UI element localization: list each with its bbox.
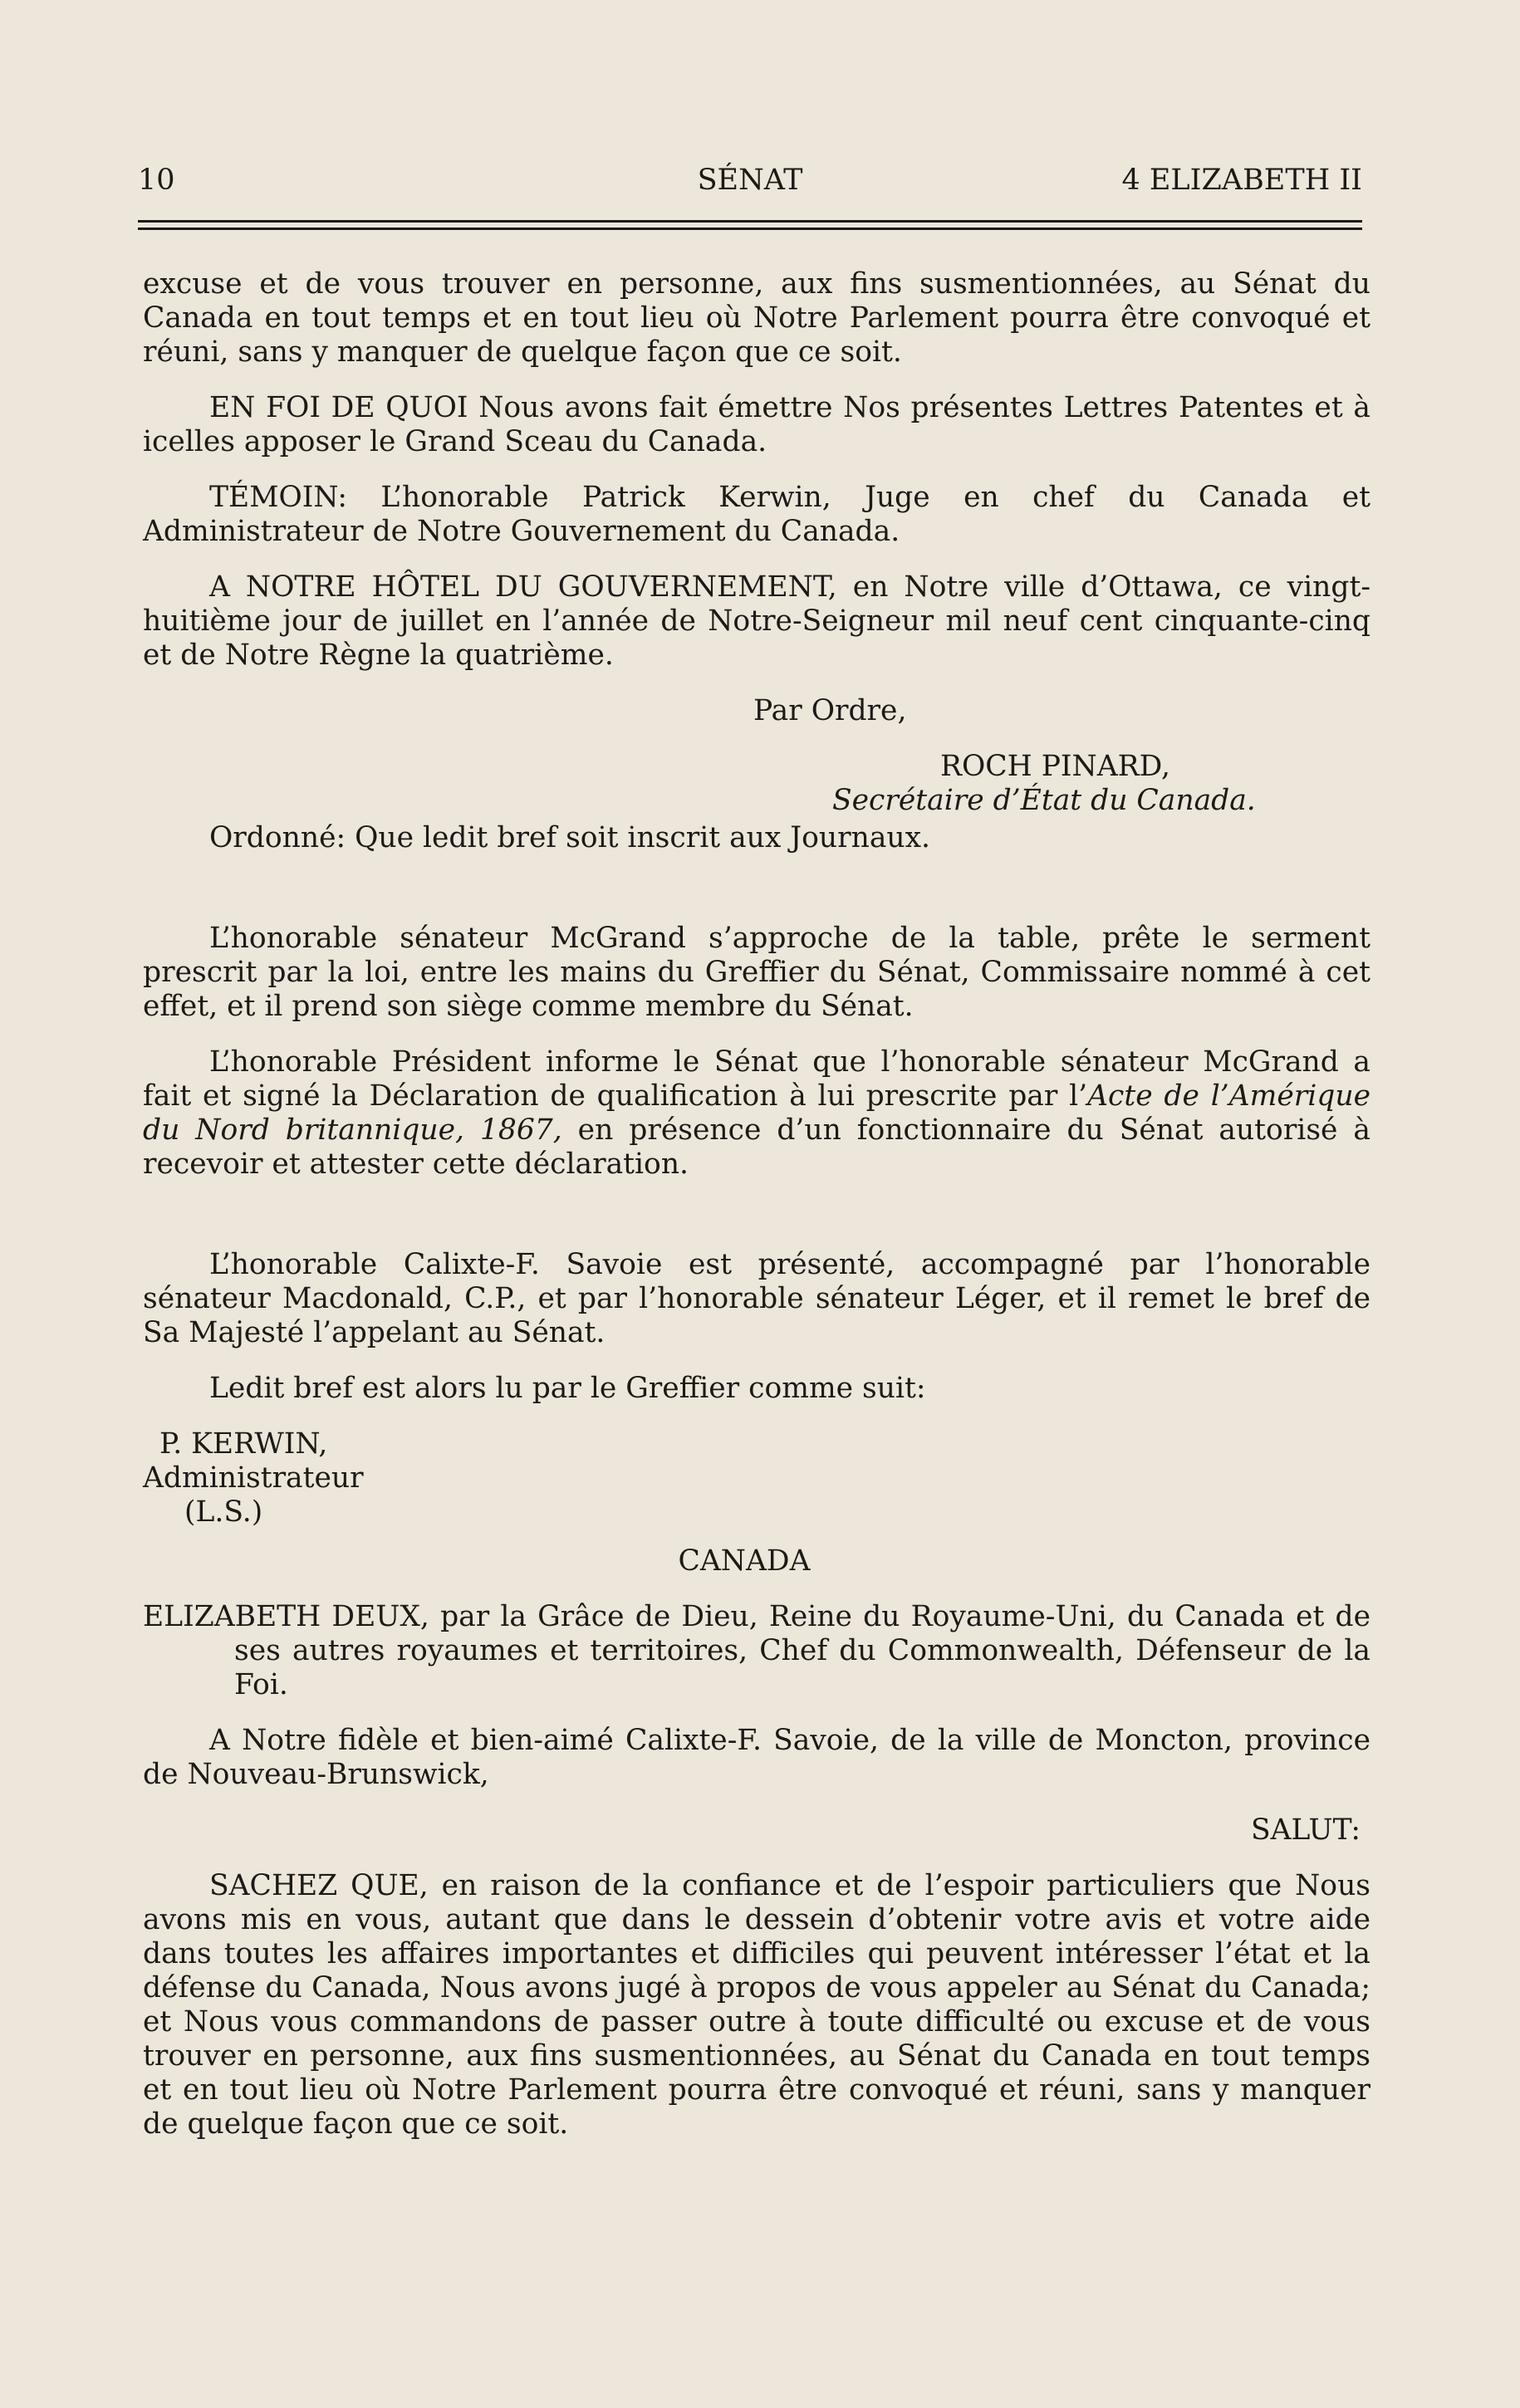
header-rule-top	[138, 220, 1362, 223]
par-ordre: Par Ordre,	[753, 694, 907, 727]
declaration-text-b: en présence d’un fonctionnaire du Sénat autorisé à recevoir et attester cette déclaration.	[143, 1113, 1370, 1181]
paragraph-hotel: A NOTRE HÔTEL DU GOUVERNEMENT, en Notre ville d’Ottawa, ce vingt-huitième jour de juillet en l’année de Notre-Seigneur mil neuf cent cinquante-cinq et de Notre Règne la quatrième.	[143, 570, 1370, 672]
paragraph-continuation: excuse et de vous trouver en personne, aux fins susmentionnées, au Sénat du Canada en tout temps et en tout lieu où Notre Parlement pourra être convoqué et réuni, sans y manquer de quelque façon que ce soit.	[143, 267, 1370, 369]
paragraph-en-foi: EN FOI DE QUOI Nous avons fait émettre Nos présentes Lettres Patentes et à icelles apposer le Grand Sceau du Canada.	[143, 391, 1370, 458]
administrateur-label: Administrateur	[143, 1461, 364, 1495]
kerwin-signature: P. KERWIN,	[159, 1427, 328, 1461]
paragraph-serment: L’honorable sénateur McGrand s’approche de la table, prête le serment prescrit par la loi, entre les mains du Greffier du Sénat, Commissaire nommé à cet effet, et il prend son siège comme membre du Sénat.	[143, 922, 1370, 1023]
header-rule-bottom	[138, 228, 1362, 230]
running-header	[138, 164, 1362, 203]
page-title: SÉNAT	[697, 164, 803, 197]
paragraph-elizabeth: ELIZABETH DEUX, par la Grâce de Dieu, Reine du Royaume-Uni, du Canada et de ses autres royaumes et territoires, Chef du Commonwealth, Défenseur de la Foi.	[143, 1600, 1370, 1701]
canada-heading: CANADA	[678, 1544, 811, 1578]
paragraph-lecture: Ledit bref est alors lu par le Greffier comme suit:	[209, 1372, 926, 1405]
page-body	[143, 267, 1370, 2141]
declaration-act-title: Acte de l’Amérique du Nord britannique, 1867,	[143, 1079, 1370, 1147]
paragraph-sachez: SACHEZ QUE, en raison de la confiance et de l’espoir particuliers que Nous avons mis en vous, autant que dans le dessein d’obtenir votre avis et votre aide dans toutes les affaires importantes et difficiles qui peuvent intéresser l’état et la défense du Canada, Nous avons jugé à propos de vous appeler au Sénat du Canada; et Nous vous commandons de passer outre à toute difficulté ou excuse et de vous trouver en personne, aux fins susmentionnées, au Sénat du Canada en tout temps et en tout lieu où Notre Parlement pourra être convoqué et réuni, sans y manquer de quelque façon que ce soit.	[143, 1869, 1370, 2141]
paragraph-addressee: A Notre fidèle et bien-aimé Calixte-F. Savoie, de la ville de Moncton, province de Nouveau-Brunswick,	[143, 1724, 1370, 1791]
signer-title: Secrétaire d’État du Canada.	[832, 784, 1256, 817]
paragraph-temoin: TÉMOIN: L’honorable Patrick Kerwin, Juge en chef du Canada et Administrateur de Notre Gouvernement du Canada.	[143, 481, 1370, 548]
page-number: 10	[138, 164, 175, 197]
reign-label: 4 ELIZABETH II	[1121, 164, 1362, 197]
ordonne-line: Ordonné: Que ledit bref soit inscrit aux Journaux.	[209, 821, 931, 854]
salut-line: SALUT:	[1250, 1813, 1361, 1847]
declaration-text-a: L’honorable Président informe le Sénat que l’honorable sénateur McGrand a fait et signé la Déclaration de qualification à lui prescrite par l’	[143, 1045, 1370, 1113]
paragraph-declaration	[143, 1045, 1370, 1182]
signer-name: ROCH PINARD,	[940, 750, 1171, 783]
paragraph-presentation: L’honorable Calixte-F. Savoie est présenté, accompagné par l’honorable sénateur Macdonald, C.P., et par l’honorable sénateur Léger, et il remet le bref de Sa Majesté l’appelant au Sénat.	[143, 1248, 1370, 1349]
ls-seal: (L.S.)	[184, 1495, 263, 1529]
